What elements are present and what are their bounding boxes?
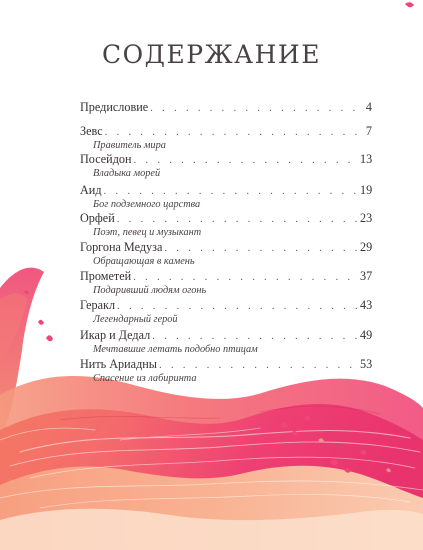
toc-entry-subtitle: Спасение из лабиринта	[93, 373, 197, 384]
toc-entry-page: 37	[360, 269, 373, 283]
toc-leader-dots	[117, 212, 357, 226]
toc-entry-page: 19	[360, 183, 373, 197]
toc-entry-title: Посейдон	[80, 152, 132, 166]
toc-entry-subtitle: Обращающая в камень	[93, 256, 195, 267]
toc-entry-page: 23	[360, 211, 373, 225]
toc-entry-subtitle: Легендарный герой	[93, 314, 178, 325]
toc-leader-dots	[104, 184, 357, 198]
toc-entry-title: Нить Ариадны	[80, 357, 157, 371]
toc-leader-dots	[164, 241, 357, 255]
toc-entry-page: 29	[360, 240, 373, 254]
toc-leader-dots	[152, 329, 357, 343]
toc-entry[interactable]	[80, 152, 372, 180]
toc-entry-page: 4	[365, 100, 372, 114]
toc-entry[interactable]	[80, 100, 372, 115]
toc-entry-title: Геракл	[80, 298, 116, 312]
toc-entry-title: Зевс	[80, 124, 103, 138]
toc-entry-title: Горгона Медуза	[80, 240, 163, 254]
toc-entry[interactable]	[80, 298, 372, 326]
toc-entry-page: 49	[360, 328, 373, 342]
page-title: СОДЕРЖАНИЕ	[102, 40, 321, 69]
toc-entry-subtitle: Владыка морей	[93, 168, 161, 179]
toc-entry-page: 53	[360, 357, 373, 371]
toc-entry[interactable]	[80, 269, 372, 297]
toc-leader-dots	[150, 101, 357, 115]
toc-leader-dots	[159, 358, 357, 372]
toc-entry-title: Предисловие	[80, 100, 149, 114]
toc-entry[interactable]	[80, 183, 372, 211]
toc-leader-dots	[117, 299, 357, 313]
toc-entry[interactable]	[80, 328, 372, 356]
toc-entry-page: 13	[360, 152, 373, 166]
toc-entry-title: Икар и Дедал	[80, 328, 151, 342]
toc-entry[interactable]	[80, 240, 372, 268]
toc-entry-subtitle: Подаривший людям огонь	[93, 285, 207, 296]
toc-entry-subtitle: Мечтавшие летать подобно птицам	[93, 344, 258, 355]
toc-entry[interactable]	[80, 357, 372, 385]
toc-leader-dots	[133, 270, 357, 284]
toc-leader-dots	[105, 125, 357, 139]
toc-leader-dots	[134, 153, 357, 167]
toc-entry-title: Аид	[80, 183, 102, 197]
toc-entry-subtitle: Поэт, певец и музыкант	[93, 227, 202, 238]
toc-entry[interactable]	[80, 211, 372, 239]
toc-entry[interactable]	[80, 124, 372, 152]
toc-entry-title: Орфей	[80, 211, 115, 225]
toc-entry-page: 7	[365, 124, 372, 138]
toc-entry-subtitle: Правитель мира	[93, 140, 166, 151]
toc-entry-subtitle: Бог подземного царства	[93, 199, 201, 210]
toc-entry-title: Прометей	[80, 269, 132, 283]
toc-entry-page: 43	[360, 298, 373, 312]
